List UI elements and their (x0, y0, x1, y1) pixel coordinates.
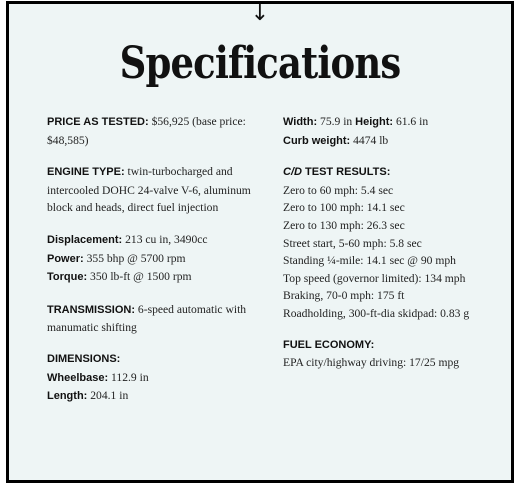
engine-block (47, 163, 265, 217)
spec-card (6, 1, 514, 483)
price-value: $56,925 (base price: $48,585) (47, 115, 246, 147)
displacement-value: 213 cu in, 3490cc (125, 232, 208, 246)
output-block (47, 231, 265, 287)
test-result-item: Zero to 100 mph: 14.1 sec (283, 201, 405, 215)
curb-weight-value: 4474 lb (353, 133, 389, 147)
power-value: 355 bhp @ 5700 rpm (86, 251, 186, 265)
length-label: Length: (47, 390, 88, 403)
engine-label: ENGINE TYPE: (47, 166, 125, 179)
wheelbase-line (47, 369, 265, 388)
torque-line (47, 268, 265, 287)
transmission-line (47, 301, 265, 337)
epa-line: EPA city/highway driving: 17/25 mpg (283, 356, 460, 370)
torque-value: 350 lb-ft @ 1500 rpm (90, 270, 192, 284)
curb-weight-label: Curb weight: (283, 134, 351, 147)
engine-line (47, 163, 265, 217)
spec-column-right (283, 113, 505, 386)
test-result-item: Top speed (governor limited): 134 mph (283, 271, 466, 285)
fuel-economy-block (283, 337, 505, 372)
transmission-block (47, 301, 265, 337)
width-value: 75.9 in (320, 115, 353, 128)
page-title: Specifications (119, 38, 401, 89)
test-result-item: Zero to 130 mph: 26.3 sec (283, 218, 405, 232)
dimensions-heading: DIMENSIONS: (47, 352, 121, 365)
spec-column-left (47, 113, 265, 420)
transmission-label: TRANSMISSION: (47, 303, 135, 316)
test-result-item: Roadholding, 300-ft-dia skidpad: 0.83 g (283, 306, 470, 320)
wheelbase-label: Wheelbase: (47, 371, 109, 384)
wheelbase-value: 112.9 in (111, 370, 149, 384)
price-line (47, 113, 265, 149)
length-value: 204.1 in (90, 389, 129, 403)
width-height-line (283, 113, 505, 132)
test-result-item: Braking, 70-0 mph: 175 ft (283, 289, 405, 303)
test-result-item: Standing ¼-mile: 14.1 sec @ 90 mph (283, 254, 456, 268)
test-results-heading-rest: TEST RESULTS: (301, 166, 391, 179)
down-arrow-icon: ↓ (250, 1, 270, 26)
dimensions-block (47, 351, 265, 406)
power-label: Power: (47, 252, 84, 265)
height-value: 61.6 in (395, 115, 429, 128)
test-result-item: Zero to 60 mph: 5.4 sec (283, 183, 394, 197)
height-label: Height: (355, 116, 394, 128)
fuel-economy-heading: FUEL ECONOMY: (283, 338, 375, 351)
displacement-line (47, 231, 265, 250)
test-results-heading (283, 164, 505, 182)
price-block (47, 113, 265, 149)
price-label: PRICE AS TESTED: (47, 116, 149, 128)
width-label: Width: (283, 116, 318, 128)
length-line (47, 387, 265, 406)
size-block (283, 113, 505, 150)
torque-label: Torque: (47, 271, 88, 284)
power-line (47, 250, 265, 269)
transmission-value: 6-speed automatic with manumatic shifting (47, 302, 247, 335)
curb-weight-line (283, 132, 505, 151)
test-results-heading-italic: C/D (283, 166, 302, 179)
test-results-block (283, 164, 505, 322)
engine-value: twin-turbocharged and intercooled DOHC 24-valve V-6, aluminum block and heads, direct fuel injection (47, 165, 251, 215)
displacement-label: Displacement: (47, 233, 123, 246)
test-result-item: Street start, 5-60 mph: 5.8 sec (283, 236, 422, 250)
